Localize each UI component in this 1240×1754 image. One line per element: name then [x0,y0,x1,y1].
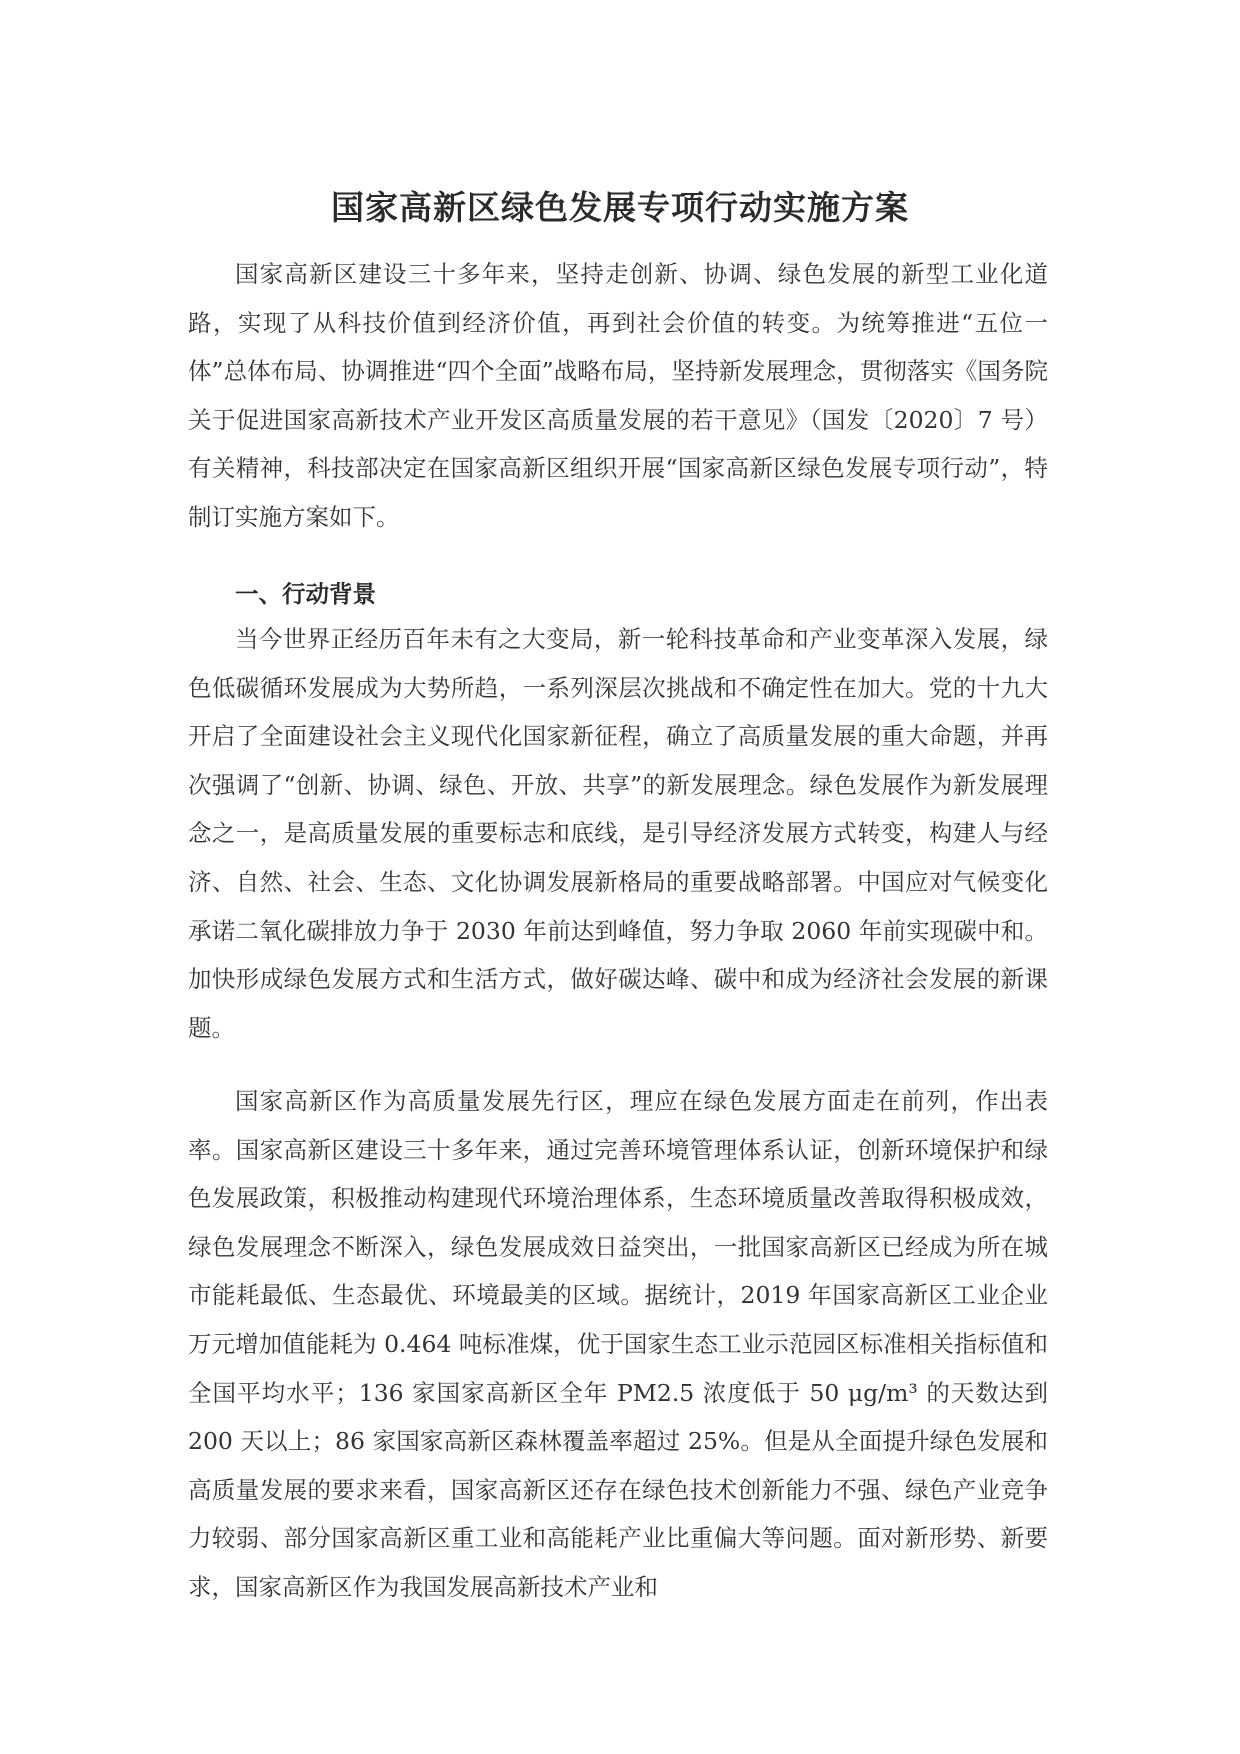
section1-paragraph-2: 国家高新区作为高质量发展先行区，理应在绿色发展方面走在前列，作出表率。国家高新区建设三十多年来，通过完善环境管理体系认证，创新环境保护和绿色发展政策，积极推动构建现代环境治理体系，生态环境质量改善取得积极成效，绿色发展理念不断深入，绿色发展成效日益突出，一批国家高新区已经成为所在城市能耗最低、生态最优、环境最美的区域。据统计，2019 年国家高新区工业企业万元增加值能耗为 0.464 吨标准煤，优于国家生态工业示范园区标准相关指标值和全国平均水平；136 家国家高新区全年 PM2.5 浓度低于 50 μg/m³ 的天数达到 200 天以上；86 家国家高新区森林覆盖率超过 25%。但是从全面提升绿色发展和高质量发展的要求来看，国家高新区还存在绿色技术创新能力不强、绿色产业竞争力较弱、部分国家高新区重工业和高能耗产业比重偏大等问题。面对新形势、新要求，国家高新区作为我国发展高新技术产业和 [188,1087,1048,1601]
document-title: 国家高新区绿色发展专项行动实施方案 [331,188,909,228]
section1-paragraph-1: 当今世界正经历百年未有之大变局，新一轮科技革命和产业变革深入发展，绿色低碳循环发展成为大势所趋，一系列深层次挑战和不确定性在加大。党的十九大开启了全面建设社会主义现代化国家新征程，确立了高质量发展的重大命题，并再次强调了“创新、协调、绿色、开放、共享”的新发展理念。绿色发展作为新发展理念之一，是高质量发展的重要标志和底线，是引导经济发展方式转变，构建人与经济、自然、社会、生态、文化协调发展新格局的重要战略部署。中国应对气候变化承诺二氧化碳排放力争于 2030 年前达到峰值，努力争取 2060 年前实现碳中和。加快形成绿色发展方式和生活方式，做好碳达峰、碳中和成为经济社会发展的新课题。 [188,625,1048,1042]
intro-section [188,250,1048,542]
section-heading-background: 一、行动背景 [235,580,376,608]
section1-paragraph-2-container [188,1077,1048,1612]
section1-paragraph-1-container [188,615,1048,1052]
intro-paragraph: 国家高新区建设三十多年来，坚持走创新、协调、绿色发展的新型工业化道路，实现了从科技价值到经济价值，再到社会价值的转变。为统筹推进“五位一体”总体布局、协调推进“四个全面”战略布局，坚持新发展理念，贯彻落实《国务院关于促进国家高新技术产业开发区高质量发展的若干意见》（国发〔2020〕7 号）有关精神，科技部决定在国家高新区组织开展“国家高新区绿色发展专项行动”，特制订实施方案如下。 [188,260,1048,531]
